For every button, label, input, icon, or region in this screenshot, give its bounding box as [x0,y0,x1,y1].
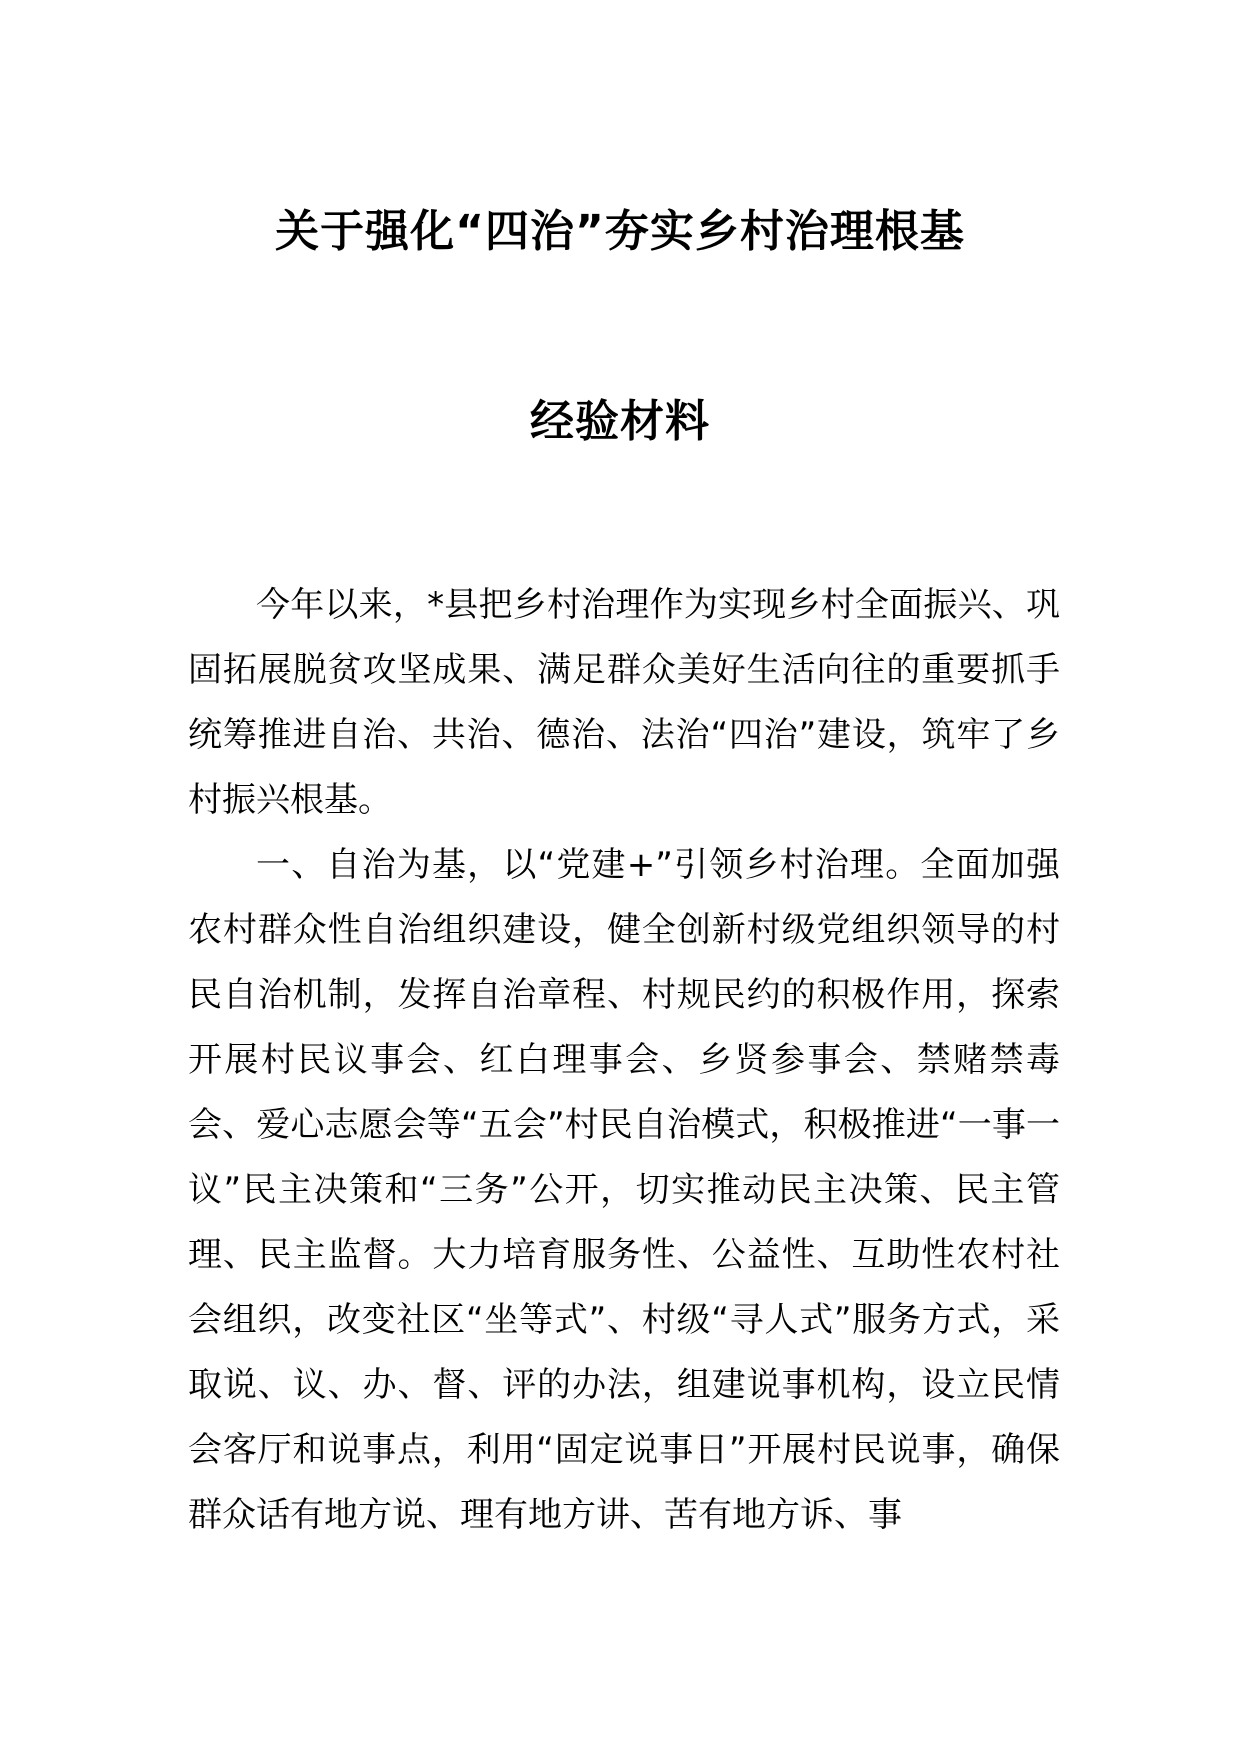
paragraph-intro: 今年以来，*县把乡村治理作为实现乡村全面振兴、巩固拓展脱贫攻坚成果、满足群众美好生活向往的重要抓手统筹推进自治、共治、德治、法治“四治”建设，筑牢了乡村振兴根基。 [188,585,1060,820]
paragraph-section-1: 一、自治为基，以“党建+”引领乡村治理。全面加强农村群众性自治组织建设，健全创新村级党组织领导的村民自治机制，发挥自治章程、村规民约的积极作用，探索开展村民议事会、红白理事会、乡贤参事会、禁赌禁毒会、爱心志愿会等“五会”村民自治模式，积极推进“一事一议”民主决策和“三务”公开，切实推动民主决策、民主管理、民主监督。大力培育服务性、公益性、互助性农村社会组织，改变社区“坐等式”、村级“寻人式”服务方式，采取说、议、办、督、评的办法，组建说事机构，设立民情会客厅和说事点，利用“固定说事日”开展村民说事，确保群众话有地方说、理有地方讲、苦有地方诉、事 [188,845,1060,1535]
document-title-line-1: 关于强化“四治”夯实乡村治理根基 [275,206,965,257]
document-body [188,573,1060,1548]
document-title-line-2: 经验材料 [530,396,710,447]
